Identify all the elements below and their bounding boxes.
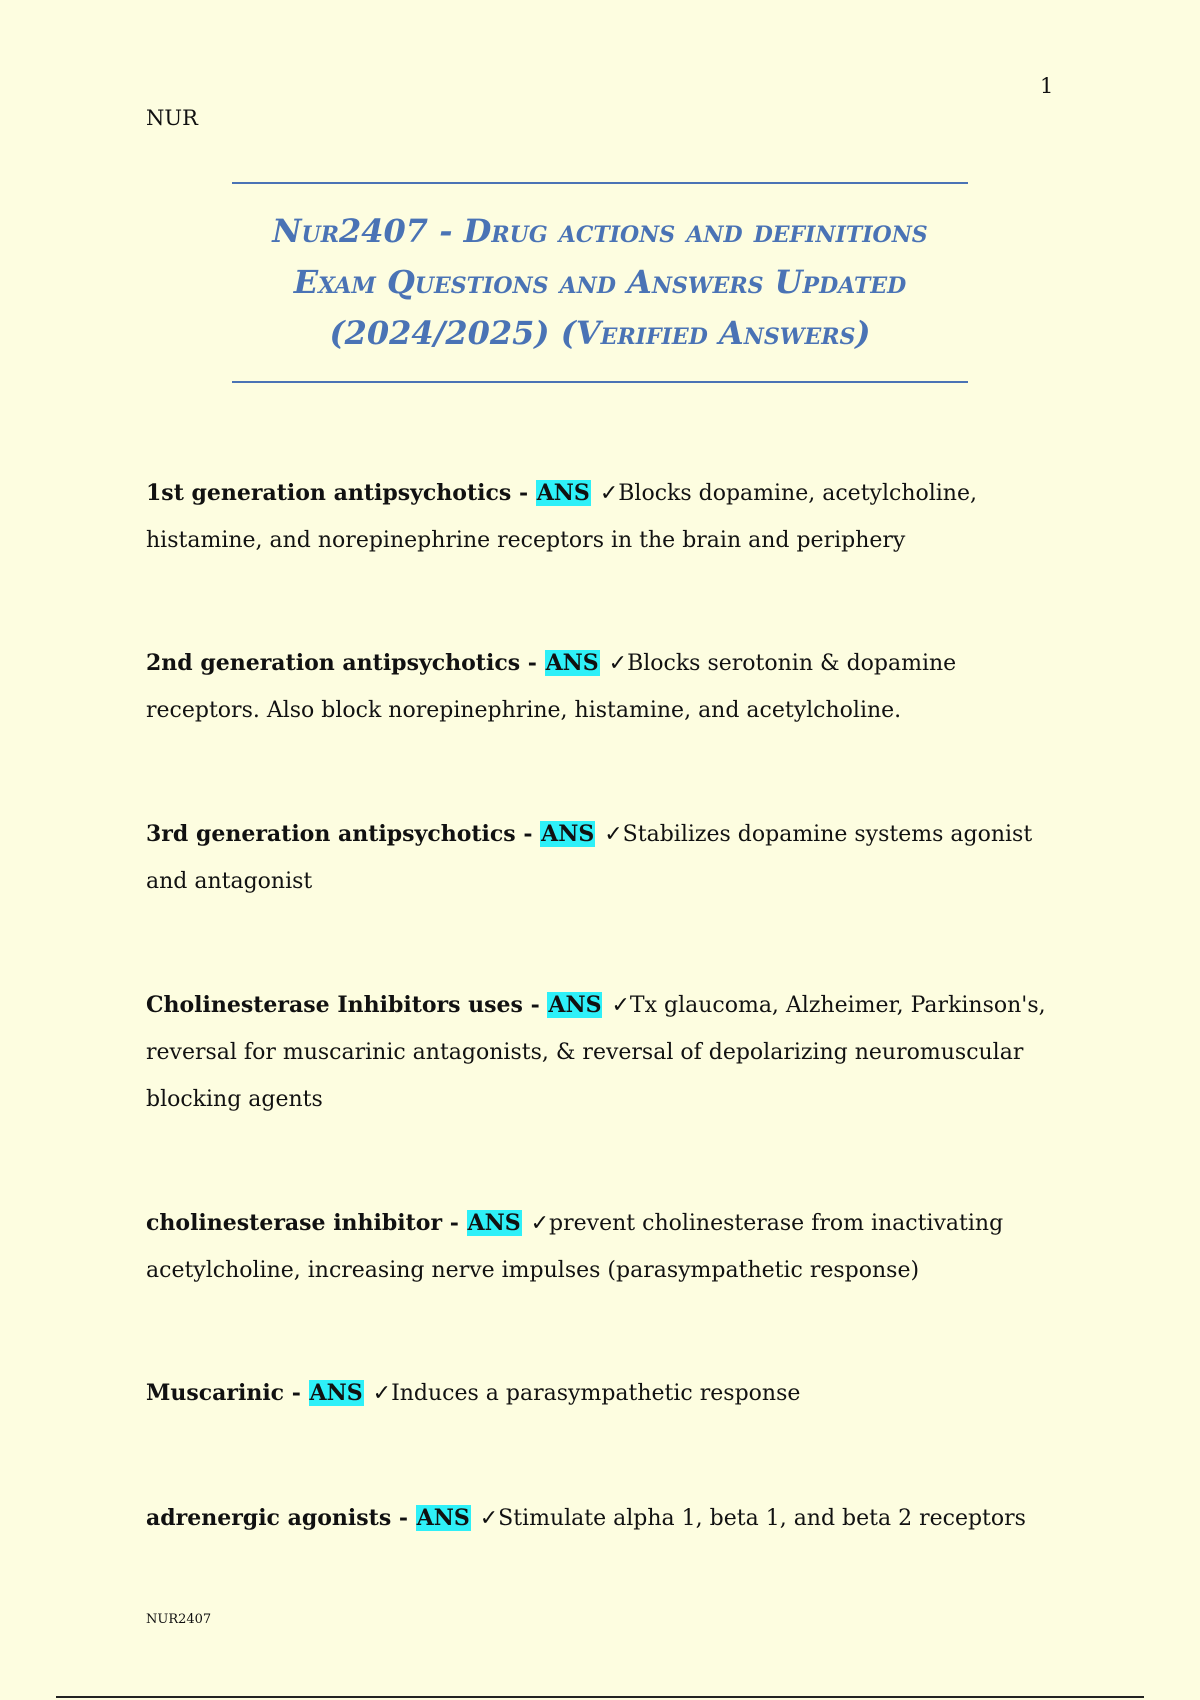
title-line: (2024/2025) (Verified Answers) <box>329 314 871 352</box>
entry-separator: - <box>442 1210 467 1236</box>
ans-highlight: ANS <box>548 992 602 1018</box>
qa-entry <box>146 1200 1066 1294</box>
entry-separator: - <box>511 480 536 506</box>
header-label: NUR <box>146 106 198 130</box>
check-icon: ✓ <box>611 993 630 1018</box>
ans-highlight: ANS <box>416 1505 470 1531</box>
entry-term: cholinesterase inhibitor <box>146 1210 443 1236</box>
qa-entry <box>146 1495 1066 1542</box>
entry-separator: - <box>520 650 545 676</box>
check-icon: ✓ <box>599 481 619 506</box>
entry-definition: Stimulate alpha 1, beta 1, and beta 2 receptors <box>498 1506 1026 1531</box>
entry-term: adrenergic agonists <box>146 1505 392 1531</box>
entry-term: 2nd generation antipsychotics <box>146 650 521 676</box>
entry-definition: Blocks dopamine, acetylcholine, histamine, and norepinephrine receptors in the brain and periphery <box>146 481 977 553</box>
qa-entry <box>146 470 1066 564</box>
entry-separator: - <box>522 992 548 1018</box>
ans-highlight: ANS <box>467 1210 521 1236</box>
ans-highlight: ANS <box>541 821 595 847</box>
qa-entry <box>146 811 1066 905</box>
page-number: 1 <box>1040 74 1054 98</box>
check-icon: ✓ <box>372 1381 392 1406</box>
title-line: Nur2407 - Drug actions and definitions <box>272 212 928 250</box>
entry-separator: - <box>391 1505 416 1531</box>
qa-entry <box>146 982 1066 1123</box>
entry-separator: - <box>284 1380 309 1406</box>
entry-term: 3rd generation antipsychotics <box>146 821 516 847</box>
document-title <box>232 206 968 359</box>
check-icon: ✓ <box>608 651 628 676</box>
ans-highlight: ANS <box>536 480 590 506</box>
entry-term: Cholinesterase Inhibitors uses <box>146 992 523 1018</box>
qa-entry <box>146 1370 1066 1417</box>
entry-definition: Tx glaucoma, Alzheimer, Parkinson's, reversal for muscarinic antagonists, & reversal of depolarizing neuromuscular blocking agents <box>146 993 1046 1112</box>
entry-term: Muscarinic <box>146 1380 285 1406</box>
check-icon: ✓ <box>530 1211 550 1236</box>
entry-term: 1st generation antipsychotics <box>146 480 512 506</box>
check-icon: ✓ <box>479 1506 499 1531</box>
entry-separator: - <box>515 821 541 847</box>
entry-definition: Stabilizes dopamine systems agonist and antagonist <box>146 822 1033 894</box>
entry-definition: prevent cholinesterase from inactivating acetylcholine, increasing nerve impulses (parasympathetic response) <box>146 1211 1004 1283</box>
ans-highlight: ANS <box>309 1380 363 1406</box>
qa-entry <box>146 640 1066 734</box>
footer-label: NUR2407 <box>146 1612 212 1627</box>
entry-definition: Blocks serotonin & dopamine receptors. Also block norepinephrine, histamine, and acetylcholine. <box>146 651 957 723</box>
entry-definition: Induces a parasympathetic response <box>391 1381 801 1406</box>
title-line: Exam Questions and Answers Updated <box>293 263 907 301</box>
title-block <box>232 182 968 383</box>
check-icon: ✓ <box>604 822 623 847</box>
ans-highlight: ANS <box>545 650 599 676</box>
bottom-rule <box>56 1696 1144 1698</box>
